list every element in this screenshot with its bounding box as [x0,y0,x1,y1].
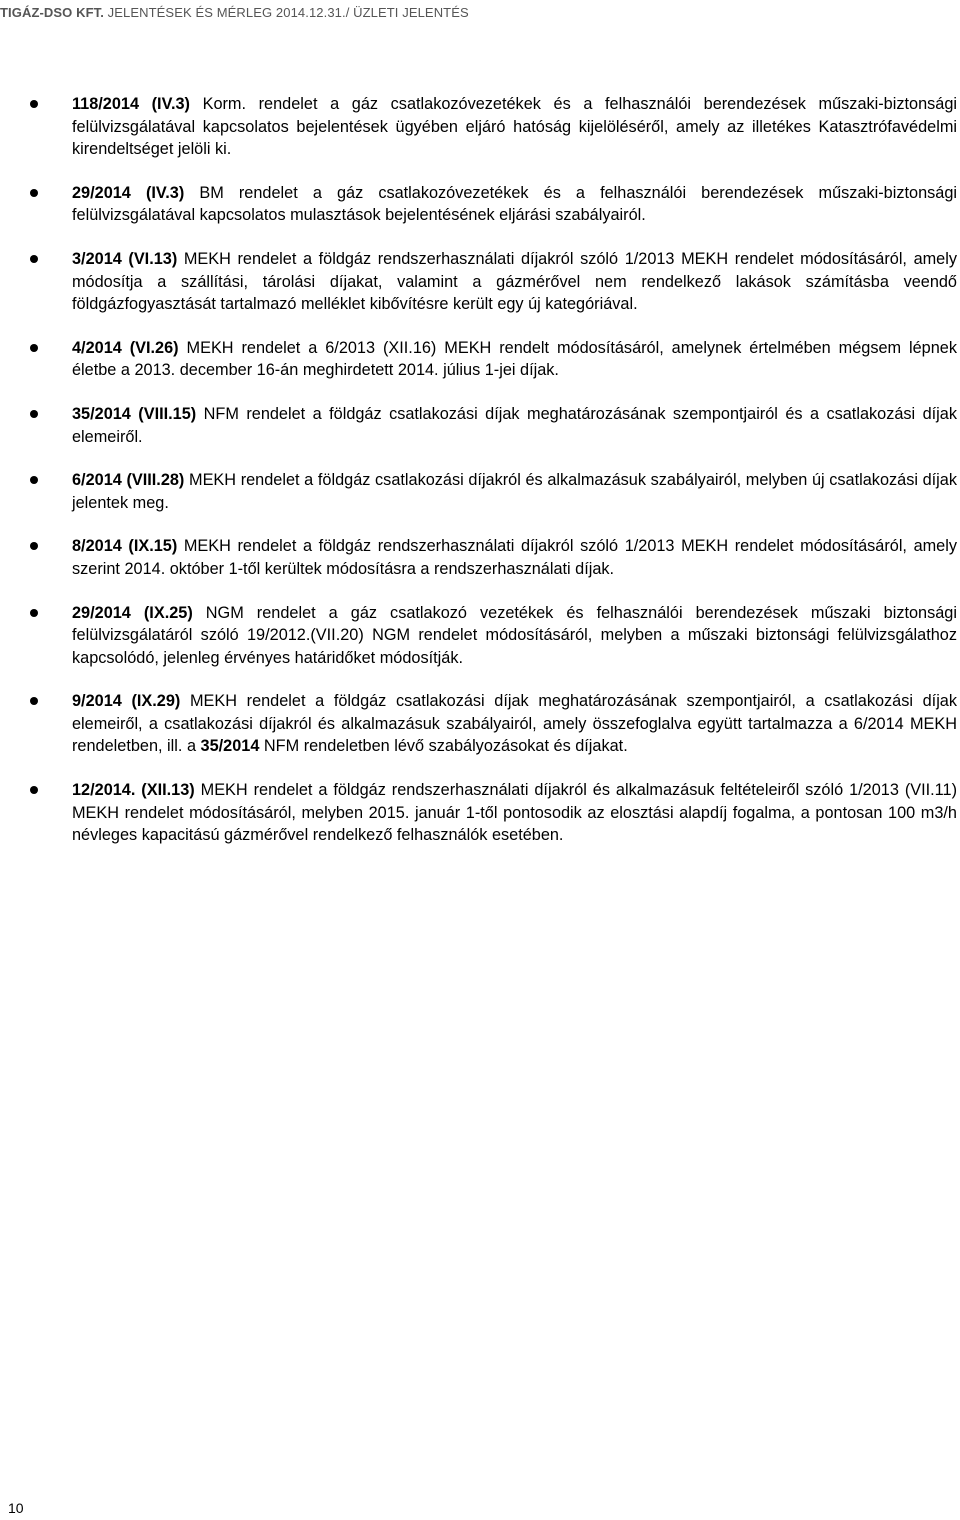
regulation-ref: 118/2014 (IV.3) [72,95,190,113]
list-item [0,248,960,316]
header-company: TIGÁZ-DSO KFT. [0,5,104,20]
bullet-icon [30,609,38,617]
page-header [0,5,960,20]
regulation-list [0,93,960,868]
regulation-ref-inline: 35/2014 [200,737,260,756]
bullet-icon [30,410,38,418]
regulation-ref: 29/2014 (IV.3) [72,183,185,202]
bullet-icon [30,344,38,352]
bullet-icon [30,476,38,484]
regulation-ref: 8/2014 (IX.15) [72,537,178,556]
regulation-ref: 29/2014 (IX.25) [72,603,193,622]
regulation-text: BM rendelet a gáz csatlakozóvezetékek és a felhasználói berendezések műszaki-biztonsági felülvizsgálatával kapcsolatos mulasztások bejelentésének eljárási szabályairól. [72,183,957,225]
list-item [0,93,960,161]
regulation-text: MEKH rendelet a 6/2013 (XII.16) MEKH rendelt módosításáról, amelynek értelmében mégsem lépnek életbe a 2013. december 16-án meghirdetett 2014. július 1-jei díjak. [72,338,957,380]
regulation-ref: 12/2014. (XII.13) [72,781,195,800]
regulation-text: MEKH rendelet a földgáz csatlakozási díjak meghatározásának szempontjairól, a csatlakozási díjak elemeiről, a csatlakozási díjakról és alkalmazásuk szabályairól, amely összefoglalva együtt tartalmazza a 6/2014 MEKH rendeletben, ill. a [72,692,958,756]
bullet-icon [30,697,38,705]
header-title: JELENTÉSEK ÉS MÉRLEG 2014.12.31./ ÜZLETI JELENTÉS [103,5,469,20]
regulation-ref: 35/2014 (VIII.15) [72,404,197,423]
regulation-text: Korm. rendelet a gáz csatlakozóvezetékek és a felhasználói berendezések műszaki-biztonsági felülvizsgálatával kapcsolatos bejelentések ügyében eljáró hatóság kijelöléséről, amely az illetékes Katasztrófavédelmi kirendeltséget jelöli ki. [72,95,957,159]
regulation-text: MEKH rendelet a földgáz rendszerhasználati díjakról szóló 1/2013 MEKH rendelet módosításáról, amely módosítja a szállítási, tárolási díjakat, valamint a gázmérővel nem rendelkező lakások számításba veendő földgázfogyasztását tartalmazó melléklet kibővítésre került egy új kategóriával. [72,249,957,314]
regulation-ref: 3/2014 (VI.13) [72,249,178,268]
list-item [0,602,960,670]
list-item [0,690,960,758]
regulation-text: MEKH rendelet a földgáz rendszerhasználati díjakról és alkalmazásuk feltételeiről szóló 1/2013 (VII.11) MEKH rendelet módosításáról, melyben 2015. január 1-től pontosodik az elosztási alapdíj fogalma, a pontosan 100 m3/h névleges kapacitású gázmérővel rendelkező felhasználók esetében. [72,781,957,845]
list-item [0,337,960,382]
regulation-ref: 4/2014 (VI.26) [72,338,179,357]
bullet-icon [30,255,38,263]
regulation-text: NGM rendelet a gáz csatlakozó vezetékek és felhasználói berendezések műszaki biztonsági felülvizsgálatáról szóló 19/2012.(VII.20) NGM rendelet módosításáról, melyben a műszaki biztonsági felülvizsgálathoz kapcsolódó, jelenleg érvényes határidőket módosítják. [72,603,957,667]
list-item [0,779,960,847]
regulation-text-continued: NFM rendeletben lévő szabályozásokat és díjakat. [259,737,628,756]
regulation-ref: 9/2014 (IX.29) [72,692,181,711]
bullet-icon [30,100,38,108]
regulation-ref: 6/2014 (VIII.28) [72,471,185,490]
page-number: 10 [8,1500,24,1516]
bullet-icon [30,786,38,794]
list-item [0,182,960,227]
list-item [0,469,960,514]
bullet-icon [30,189,38,197]
regulation-text: MEKH rendelet a földgáz rendszerhasználati díjakról szóló 1/2013 MEKH rendelet módosításáról, amely szerint 2014. október 1-től kerültek módosításra a rendszerhasználati díjak. [72,537,957,578]
list-item [0,403,960,448]
regulation-text: MEKH rendelet a földgáz csatlakozási díjakról és alkalmazásuk szabályairól, melyben új csatlakozási díjak jelentek meg. [72,471,957,512]
list-item [0,535,960,580]
regulation-text: NFM rendelet a földgáz csatlakozási díjak meghatározásának szempontjairól és a csatlakozási díjak elemeiről. [72,404,957,446]
bullet-icon [30,542,38,550]
